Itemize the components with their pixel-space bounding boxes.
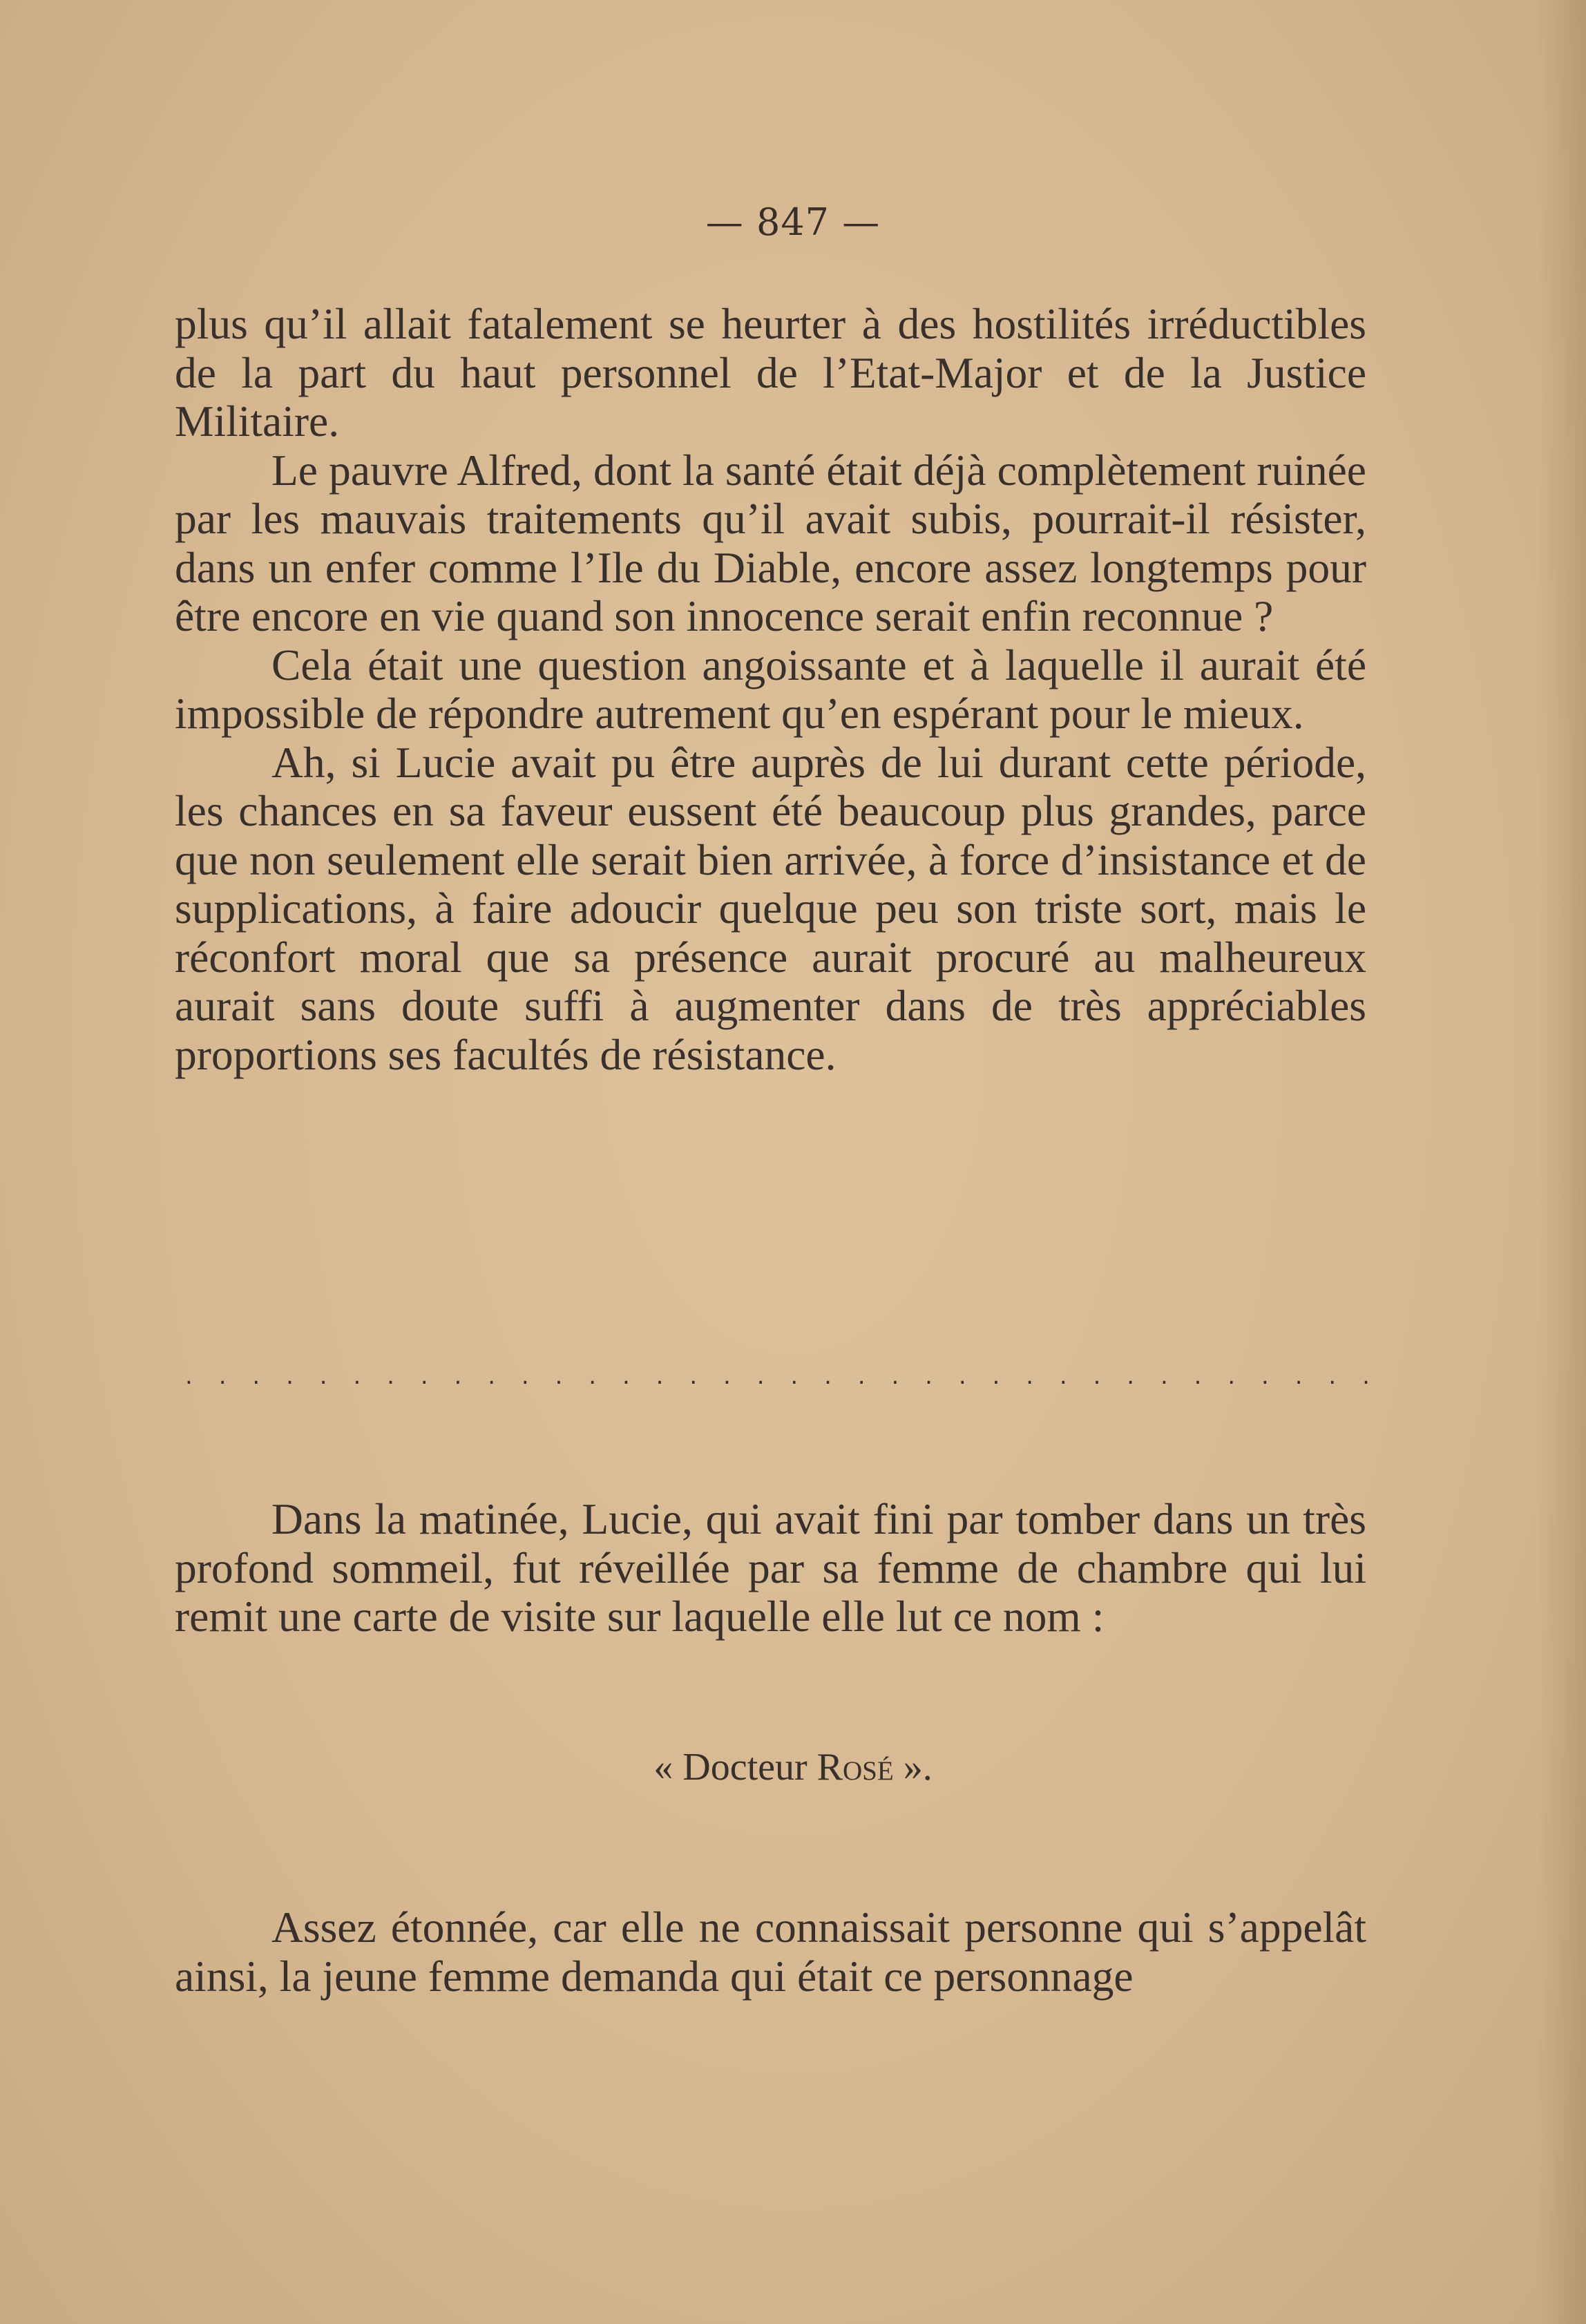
page-edge-shadow	[1538, 0, 1586, 2324]
paragraph-question: Cela était une question angoissante et à laquelle il aurait été impossible de répondre autrement qu’en espérant pour le mieux.	[175, 640, 1366, 738]
separator-dot: .	[252, 1362, 260, 1390]
separator-dot: .	[1160, 1362, 1168, 1390]
separator-dot: .	[1127, 1362, 1135, 1390]
page-number: — 847 —	[705, 200, 881, 244]
separator-dot: .	[622, 1362, 630, 1390]
separator-dot: .	[925, 1362, 933, 1390]
separator-dot: .	[555, 1362, 563, 1390]
separator-dot: .	[185, 1362, 193, 1390]
separator-dot: .	[1026, 1362, 1033, 1390]
separator-dot: .	[1328, 1362, 1337, 1390]
text-block-bottom	[175, 1903, 1366, 2001]
paragraph-lucie: Ah, si Lucie avait pu être auprès de lui durant cette période, les chances en sa faveur eussent été beaucoup plus grandes, parce que non seulement elle serait bien arrivée, à force d’insistance et de supplications, à faire adoucir quelque peu son triste sort, mais le réconfort moral que sa présence aurait procuré au malheureux aurait sans doute suffi à augmenter dans de très appréciables proportions ses facultés de résistance.	[175, 737, 1366, 1079]
paragraph-alfred: Le pauvre Alfred, dont la santé était déjà complètement ruinée par les mauvais traitements qu’il avait subis, pourrait-il résister, dans un enfer comme l’Ile du Diable, encore assez longtemps pour être encore en vie quand son innocence serait enfin reconnue ?	[175, 445, 1366, 640]
separator-dot: .	[992, 1362, 1000, 1390]
section-separator	[185, 1362, 1370, 1390]
separator-dot: .	[218, 1362, 227, 1390]
separator-dot: .	[1093, 1362, 1101, 1390]
separator-dot: .	[1194, 1362, 1202, 1390]
paragraph-continuation: plus qu’il allait fatalement se heurter à des hostilités irréductibles de la part du haut personnel de l’Etat-Major et de la Justice Militaire.	[175, 299, 1366, 446]
card-name-open: « Docteur	[653, 1746, 808, 1789]
separator-dot: .	[790, 1362, 799, 1390]
separator-dot: .	[1227, 1362, 1236, 1390]
separator-dot: .	[420, 1362, 428, 1390]
separator-dot: .	[454, 1362, 462, 1390]
separator-dot: .	[958, 1362, 966, 1390]
separator-dot: .	[353, 1362, 361, 1390]
separator-dot: .	[656, 1362, 664, 1390]
separator-dot: .	[857, 1362, 866, 1390]
paragraph-astonished: Assez étonnée, car elle ne connaissait personne qui s’appelât ainsi, la jeune femme demanda qui était ce personnage	[175, 1903, 1366, 2001]
text-block-middle	[175, 1495, 1366, 1641]
card-name-surname: Rosé	[816, 1746, 894, 1789]
separator-dot: .	[488, 1362, 495, 1390]
paragraph-morning: Dans la matinée, Lucie, qui avait fini par tomber dans un très profond sommeil, fut réveillée par sa femme de chambre qui lui remit une carte de visite sur laquelle elle lut ce nom :	[175, 1494, 1366, 1641]
separator-dot: .	[286, 1362, 294, 1390]
separator-dot: .	[689, 1362, 698, 1390]
card-name-close: ».	[903, 1746, 933, 1789]
separator-dot: .	[387, 1362, 394, 1390]
separator-dot: .	[723, 1362, 731, 1390]
separator-dot: .	[891, 1362, 899, 1390]
text-block-top	[175, 300, 1366, 1079]
separator-dot: .	[756, 1362, 765, 1390]
separator-dot: .	[824, 1362, 832, 1390]
separator-dot: .	[589, 1362, 597, 1390]
separator-dot: .	[521, 1362, 529, 1390]
separator-dot: .	[1362, 1362, 1370, 1390]
separator-dot: .	[1059, 1362, 1067, 1390]
separator-dot: .	[319, 1362, 327, 1390]
visiting-card-name	[0, 1745, 1586, 1789]
separator-dot: .	[1294, 1362, 1303, 1390]
separator-dot: .	[1261, 1362, 1269, 1390]
